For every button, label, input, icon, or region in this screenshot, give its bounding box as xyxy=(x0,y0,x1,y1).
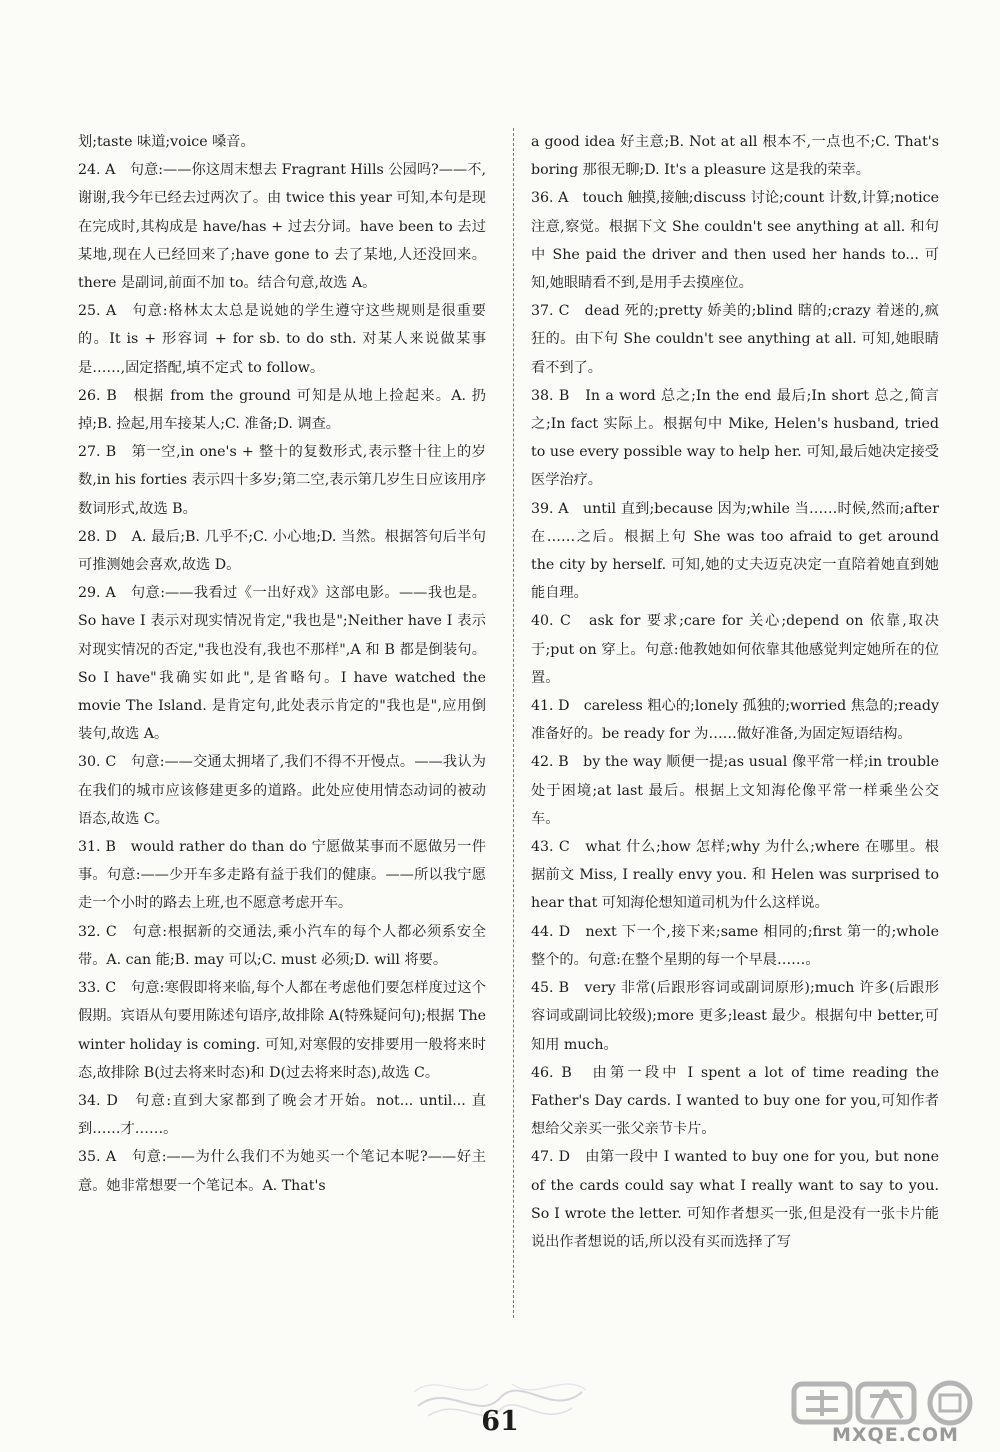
answer-entry: 46. B 由第一段中 I spent a lot of time reading the Father's Day cards. I wanted to buy one for you,可知作者想给父亲买一张父亲节卡片。 xyxy=(531,1064,939,1138)
answer-entry: 41. D careless 粗心的;lonely 孤独的;worried 焦急的;ready 准备好的。be ready for 为……做好准备,为固定短语结构。 xyxy=(531,698,939,743)
answer-entry: 38. B In a word 总之;In the end 最后;In short 总之,简言之;In fact 实际上。根据句中 Mike, Helen's husband, tried to use every possible way to help her. 可知,最后她决定接受医学治疗。 xyxy=(531,387,939,489)
answer-entry: a good idea 好主意;B. Not at all 根本不,一点也不;C. That's boring 那很无聊;D. It's a pleasure 这是我的荣幸。 xyxy=(531,134,939,179)
answer-entry: 40. C ask for 要求;care for 关心;depend on 依靠,取决于;put on 穿上。句意:他教她如何依靠其他感觉判定她所在的位置。 xyxy=(531,613,939,686)
answer-entry: 34. D 句意:直到大家都到了晚会才开始。not... until... 直到……才……。 xyxy=(78,1092,486,1138)
answer-column-left xyxy=(78,128,486,1200)
answer-entry: 39. A until 直到;because 因为;while 当……时候,然而;after 在……之后。根据上句 She was too afraid to get around the city by herself. 可知,她的丈夫迈克决定一直陪着她直到她能自理。 xyxy=(531,500,939,602)
answer-entry: 35. A 句意:——为什么我们不为她买一个笔记本呢?——好主意。她非常想要一个笔记本。A. That's xyxy=(78,1149,486,1194)
answer-entry: 划;taste 味道;voice 嗓音。 xyxy=(78,134,255,150)
answer-entry: 44. D next 下一个,接下来;same 相同的;first 第一的;whole 整个的。句意:在整个星期的每一个早晨……。 xyxy=(531,923,939,968)
answer-entry: 27. B 第一空,in one's + 整十的复数形式,表示整十往上的岁数,in his forties 表示四十多岁;第二空,表示第几岁生日应该用序数词形式,故选 B。 xyxy=(78,444,486,517)
answer-entry: 36. A touch 触摸,接触;discuss 讨论;count 计数,计算;notice 注意,察觉。根据下文 She couldn't see anything at all. 和句中 She paid the driver and then used her hands to... 可知,她眼睛看不到,是用手去摸座位。 xyxy=(531,190,940,292)
answer-entry: 28. D A. 最后;B. 几乎不;C. 小心地;D. 当然。根据答句后半句可推测她会喜欢,故选 D。 xyxy=(78,528,486,574)
answer-entry: 37. C dead 死的;pretty 娇美的;blind 瞎的;crazy 着迷的,疯狂的。由下句 She couldn't see anything at all. 可知,她眼睛看不到了。 xyxy=(531,303,939,376)
answer-entry: 45. B very 非常(后跟形容词或副词原形);much 许多(后跟形容词或副词比较级);more 更多;least 最少。根据句中 better,可知用 much。 xyxy=(531,980,939,1053)
answer-column-right xyxy=(531,128,939,1256)
answer-entry: 25. A 句意:格林太太总是说她的学生遵守这些规则是很重要的。It is + 形容词 + for sb. to do sth. 对某人来说做某事是……,固定搭配,填不定式 to follow。 xyxy=(78,303,486,376)
answer-entry: 33. C 句意:寒假即将来临,每个人都在考虑他们要怎样度过这个假期。宾语从句要用陈述句语序,故排除 A(特殊疑问句);根据 The winter holiday is coming. 可知,对寒假的安排要用一般将来时态,故排除 B(过去将来时态)和 D(过去将来时态),故选 C。 xyxy=(78,980,486,1081)
answer-entry: 31. B would rather do than do 宁愿做某事而不愿做另一件事。句意:——少开车多走路有益于我们的健康。——所以我宁愿走一个小时的路去上班,也不愿意考虑开车。 xyxy=(78,839,486,912)
answer-entry: 30. C 句意:——交通太拥堵了,我们不得不开慢点。——我认为在我们的城市应该修建更多的道路。此处应使用情态动词的被动语态,故选 C。 xyxy=(78,754,486,827)
answer-entry: 43. C what 什么;how 怎样;why 为什么;where 在哪里。根据前文 Miss, I really envy you. 和 Helen was surprised to hear that 可知海伦想知道司机为什么这样说。 xyxy=(531,839,939,912)
answer-entry: 32. C 句意:根据新的交通法,乘小汽车的每个人都必须系安全带。A. can 能;B. may 可以;C. must 必须;D. will 将要。 xyxy=(78,923,486,968)
answer-entry: 47. D 由第一段中 I wanted to buy one for you, but none of the cards could say what I really want to say to you. So I wrote the letter. 可知作者想买一张,但是没有一张卡片能说出作者想说的话,所以没有买而选择了写 xyxy=(531,1149,939,1250)
page-number: 61 xyxy=(481,1406,519,1437)
column-divider xyxy=(513,128,514,1318)
answer-entry: 24. A 句意:——你这周末想去 Fragrant Hills 公园吗?——不,谢谢,我今年已经去过两次了。由 twice this year 可知,本句是现在完成时,其构成是 have/has + 过去分词。have been to 去过某地,现在人已经回来了;have gone to 去了某地,人还没回来。there 是副词,前面不加 to。结合句意,故选 A。 xyxy=(78,162,486,292)
watermark-url: MXQE.COM xyxy=(832,1424,959,1446)
watermark-logo-icon xyxy=(786,1380,986,1426)
answer-entry: 29. A 句意:——我看过《一出好戏》这部电影。——我也是。So have I 表示对现实情况肯定,"我也是";Neither have I 表示对现实情况的否定,"我也没有,我也不那样",A 和 B 都是倒装句。So I have"我确实如此",是省略句。I have watched the movie The Island. 是肯定句,此处表示肯定的"我也是",应用倒装句,故选 A。 xyxy=(78,585,486,743)
answer-entry: 42. B by the way 顺便一提;as usual 像平常一样;in trouble 处于困境;at last 最后。根据上文知海伦像平常一样乘坐公交车。 xyxy=(531,754,939,827)
watermark xyxy=(786,1380,986,1446)
answer-entry: 26. B 根据 from the ground 可知是从地上捡起来。A. 扔掉;B. 捡起,用车接某人;C. 准备;D. 调查。 xyxy=(78,387,486,433)
